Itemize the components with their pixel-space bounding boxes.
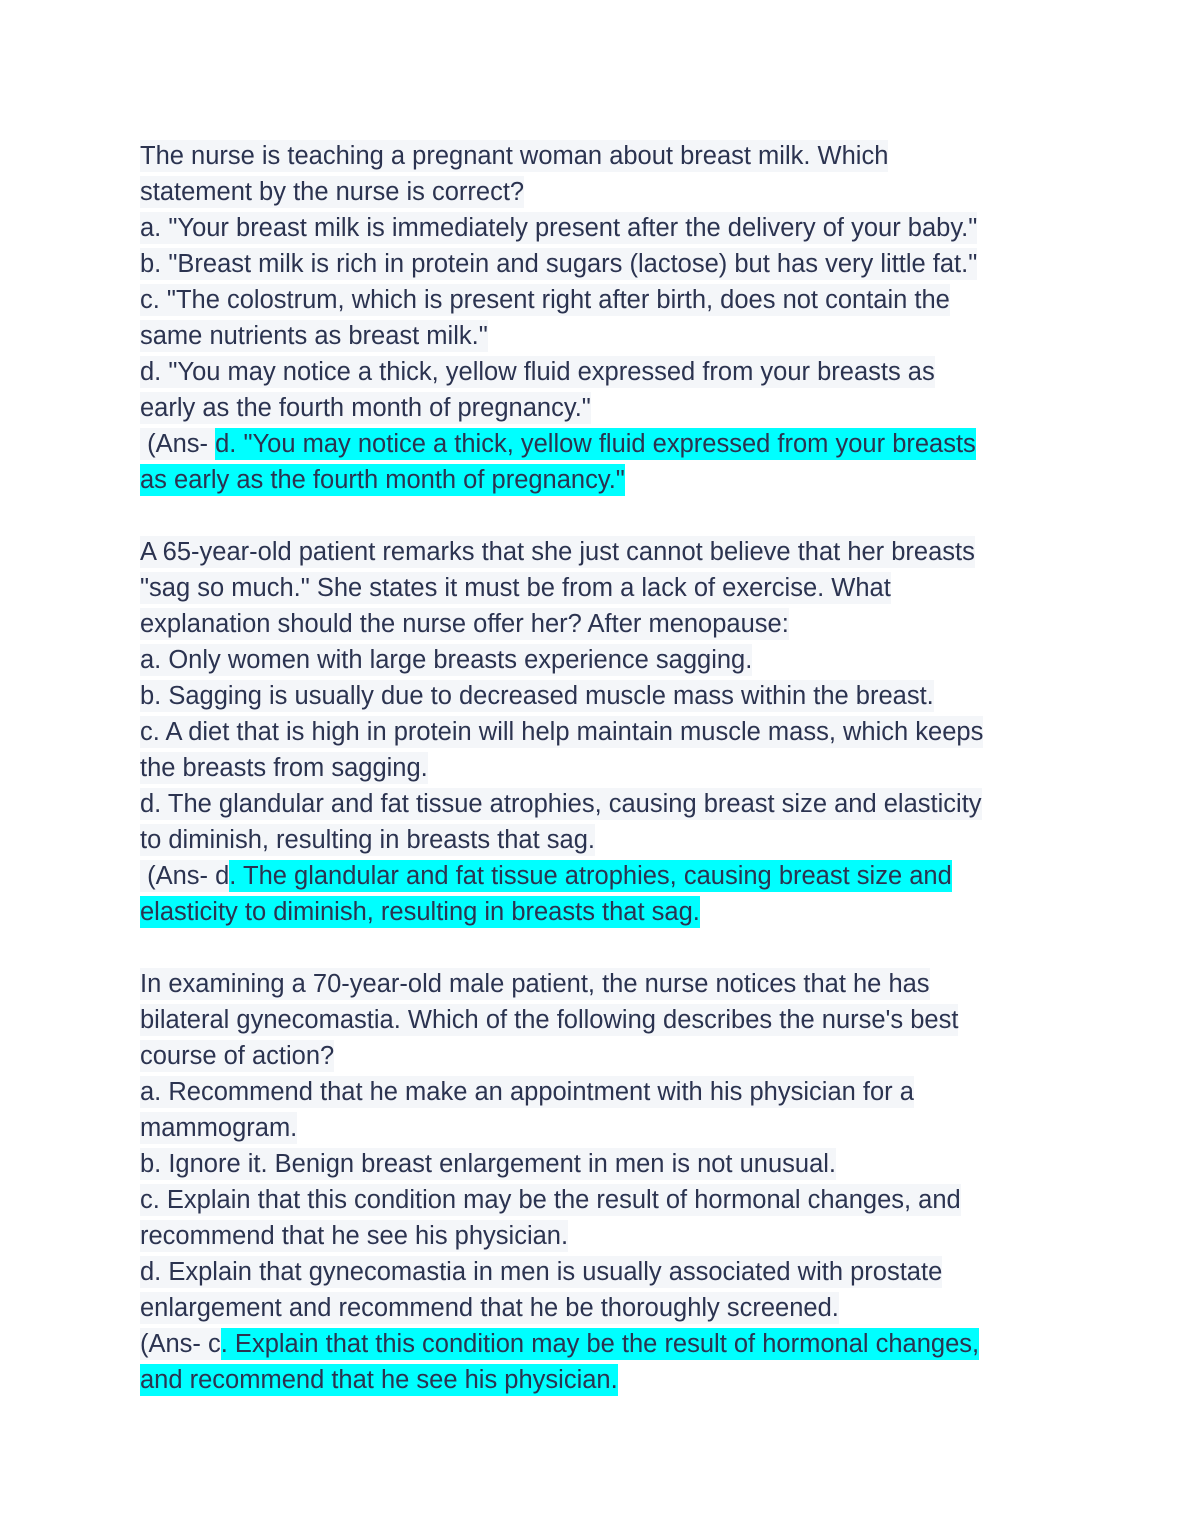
option-c-continued: the breasts from sagging.	[140, 754, 428, 782]
question-stem-line: A 65-year-old patient remarks that she just cannot believe that her breasts	[140, 538, 975, 566]
question-stem-line: course of action?	[140, 1042, 335, 1070]
question-block	[140, 966, 1060, 1398]
question-block	[140, 138, 1060, 498]
answer-prefix: (Ans- c	[140, 1330, 221, 1358]
answer-line-continued	[140, 1362, 1060, 1398]
option-c: c. Explain that this condition may be the result of hormonal changes, and	[140, 1186, 961, 1214]
answer-line-continued	[140, 894, 1060, 930]
spacer	[140, 498, 1060, 534]
option-b: b. Sagging is usually due to decreased muscle mass within the breast.	[140, 682, 934, 710]
answer-highlight: d. "You may notice a thick, yellow fluid expressed from your breasts	[215, 430, 976, 458]
answer-line	[140, 426, 1060, 462]
answer-line	[140, 1326, 1060, 1362]
option-a: a. Only women with large breasts experience sagging.	[140, 646, 753, 674]
document-page	[140, 138, 1060, 1398]
option-d-continued: to diminish, resulting in breasts that sag.	[140, 826, 595, 854]
option-c: c. A diet that is high in protein will help maintain muscle mass, which keeps	[140, 718, 984, 746]
answer-highlight: . Explain that this condition may be the result of hormonal changes,	[220, 1330, 980, 1358]
question-stem-line: The nurse is teaching a pregnant woman about breast milk. Which	[140, 142, 889, 170]
option-a-continued: mammogram.	[140, 1114, 298, 1142]
question-stem-line: explanation should the nurse offer her? After menopause:	[140, 610, 789, 638]
spacer	[140, 930, 1060, 966]
answer-line-continued	[140, 462, 1060, 498]
option-d: d. Explain that gynecomastia in men is usually associated with prostate	[140, 1258, 943, 1286]
option-b: b. Ignore it. Benign breast enlargement in men is not unusual.	[140, 1150, 837, 1178]
question-stem-line: statement by the nurse is correct?	[140, 178, 525, 206]
answer-line	[140, 858, 1060, 894]
answer-highlight: as early as the fourth month of pregnancy."	[140, 466, 625, 494]
question-stem-line: bilateral gynecomastia. Which of the following describes the nurse's best	[140, 1006, 959, 1034]
option-a: a. Recommend that he make an appointment with his physician for a	[140, 1078, 914, 1106]
option-b: b. "Breast milk is rich in protein and sugars (lactose) but has very little fat."	[140, 250, 978, 278]
answer-highlight: . The glandular and fat tissue atrophies, causing breast size and	[229, 862, 952, 890]
answer-prefix: (Ans-	[140, 430, 216, 458]
option-c-continued: recommend that he see his physician.	[140, 1222, 569, 1250]
option-d-continued: early as the fourth month of pregnancy."	[140, 394, 591, 422]
question-stem-line: In examining a 70-year-old male patient, the nurse notices that he has	[140, 970, 930, 998]
option-d-continued: enlargement and recommend that he be thoroughly screened.	[140, 1294, 839, 1322]
option-a: a. "Your breast milk is immediately present after the delivery of your baby."	[140, 214, 978, 242]
option-c: c. "The colostrum, which is present right after birth, does not contain the	[140, 286, 950, 314]
question-block	[140, 534, 1060, 930]
answer-highlight: elasticity to diminish, resulting in breasts that sag.	[140, 898, 700, 926]
answer-highlight: and recommend that he see his physician.	[140, 1366, 618, 1394]
answer-prefix: (Ans- d	[140, 862, 230, 890]
option-d: d. The glandular and fat tissue atrophies, causing breast size and elasticity	[140, 790, 982, 818]
option-c-continued: same nutrients as breast milk."	[140, 322, 488, 350]
option-d: d. "You may notice a thick, yellow fluid expressed from your breasts as	[140, 358, 935, 386]
question-stem-line: "sag so much." She states it must be from a lack of exercise. What	[140, 574, 891, 602]
